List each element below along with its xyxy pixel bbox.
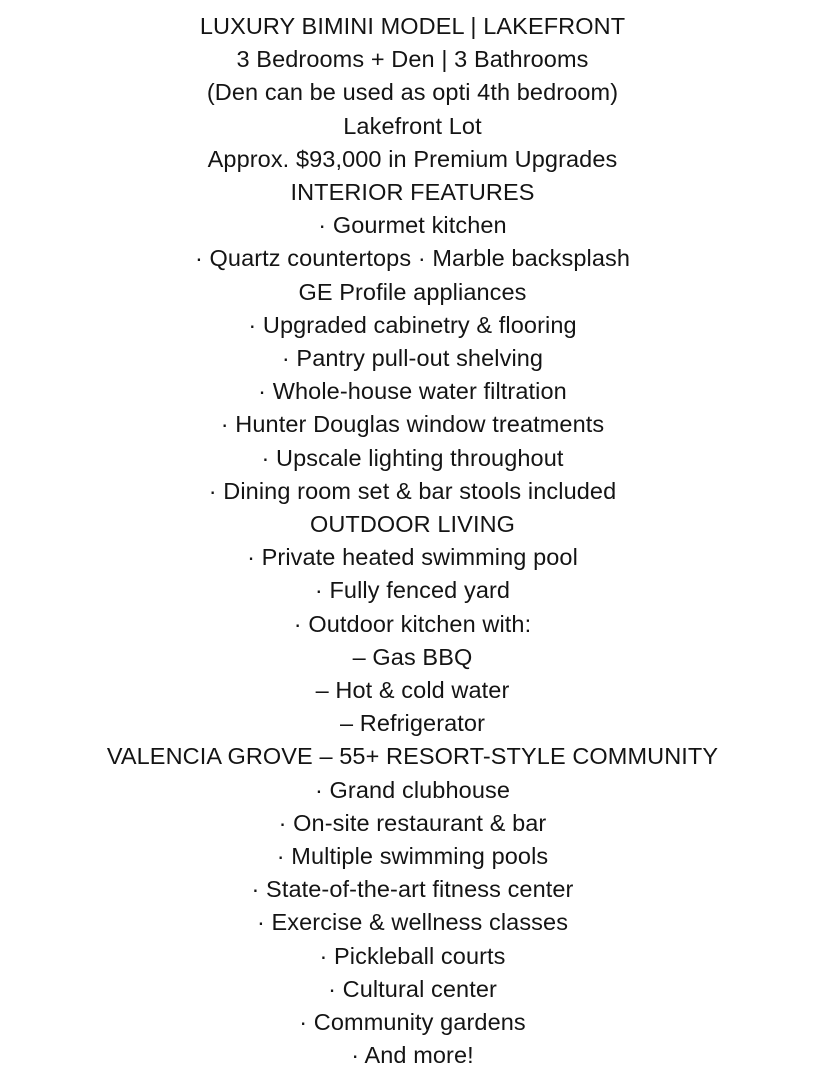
text-line: LUXURY BIMINI MODEL | LAKEFRONT [199, 13, 626, 39]
text-line: · Community gardens [299, 1009, 526, 1036]
text-line: · Hunter Douglas window treatments [220, 411, 605, 438]
text-line: · Multiple swimming pools [276, 843, 549, 870]
text-line: · Exercise & wellness classes [256, 909, 569, 936]
text-line: GE Profile appliances [298, 278, 527, 305]
text-line: 3 Bedrooms + Den | 3 Bathrooms [236, 46, 589, 73]
text-line: · State-of-the-art fitness center [251, 876, 574, 903]
text-line: Approx. $93,000 in Premium Upgrades [207, 145, 618, 172]
text-line: · And more! [351, 1042, 474, 1069]
text-line: VALENCIA GROVE – 55+ RESORT-STYLE COMMUNITY [106, 743, 719, 770]
text-line: Lakefront Lot [343, 112, 482, 139]
text-line: · Upgraded cabinetry & flooring [248, 311, 577, 338]
text-line: – Gas BBQ [352, 643, 473, 670]
text-line: · Fully fenced yard [314, 577, 511, 604]
text-line: – Refrigerator [339, 710, 486, 737]
text-line: · Quartz countertops · Marble backsplash [194, 245, 631, 272]
text-line: (Den can be used as opti 4th bedroom) [206, 79, 619, 106]
text-line: · Private heated swimming pool [247, 544, 578, 571]
text-line: OUTDOOR LIVING [309, 511, 516, 538]
text-line: · Gourmet kitchen [318, 212, 507, 239]
text-line: – Hot & cold water [315, 677, 510, 704]
text-line: · Pickleball courts [319, 942, 506, 969]
text-line: · Cultural center [328, 975, 497, 1002]
text-line: · Whole-house water filtration [258, 378, 567, 405]
text-line: INTERIOR FEATURES [290, 179, 535, 206]
listing-description-text [0, 10, 825, 1073]
text-line: · Grand clubhouse [314, 776, 511, 803]
text-line: · Upscale lighting throughout [261, 444, 564, 471]
text-line: · On-site restaurant & bar [278, 809, 547, 836]
text-line: · Pantry pull-out shelving [281, 345, 544, 372]
text-line: · Outdoor kitchen with: [293, 610, 532, 637]
text-line: · Dining room set & bar stools included [208, 477, 617, 504]
